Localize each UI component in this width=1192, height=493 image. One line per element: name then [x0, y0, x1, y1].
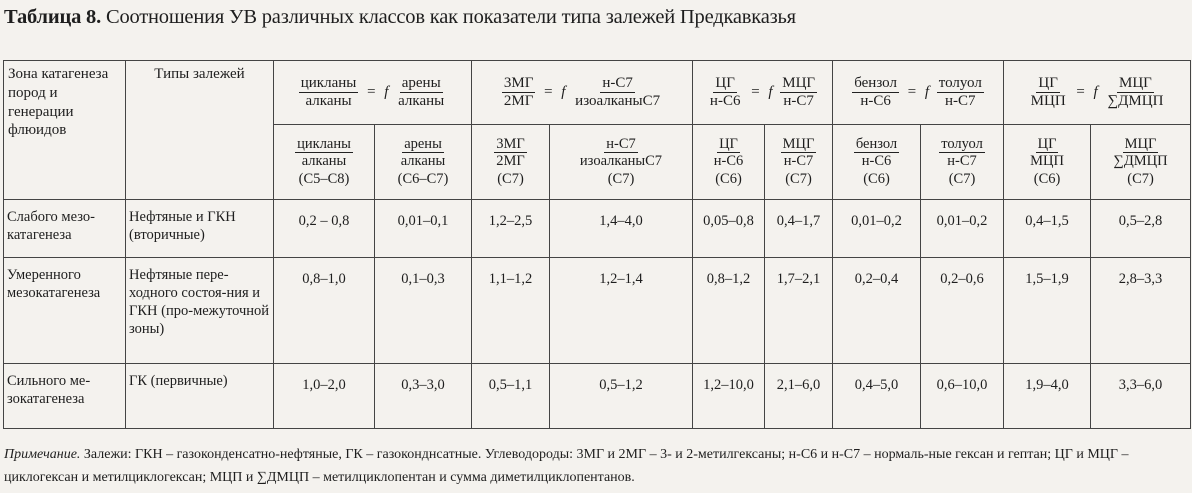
table-cell: 0,05–0,8 — [693, 200, 765, 258]
table-cell: 1,2–1,4 — [550, 258, 693, 364]
table-cell: 0,1–0,3 — [375, 258, 472, 364]
table-cell: 1,2–2,5 — [472, 200, 550, 258]
table-cell: 0,2 – 0,8 — [274, 200, 375, 258]
table-cell: 0,8–1,2 — [693, 258, 765, 364]
table-cell: 1,9–4,0 — [1004, 364, 1091, 429]
table-row — [4, 364, 1191, 429]
data-table — [3, 60, 1191, 429]
table-row — [4, 200, 1191, 258]
table-cell: 1,2–10,0 — [693, 364, 765, 429]
subheader-col-1: $\frac{\text{цикланы}}{\text{алканы}}$ (С5–С8) — [274, 125, 375, 200]
table-cell: 0,01–0,2 — [833, 200, 921, 258]
table-row — [4, 258, 1191, 364]
table-cell: 1,4–4,0 — [550, 200, 693, 258]
table-cell: 1,5–1,9 — [1004, 258, 1091, 364]
row-type: ГК (первичные) — [126, 364, 274, 429]
table-cell: 0,5–1,2 — [550, 364, 693, 429]
row-zone: Сильного ме-зокатагенеза — [4, 364, 126, 429]
table-note — [4, 443, 1186, 489]
table-cell: 1,7–2,1 — [765, 258, 833, 364]
table-cell: 0,6–10,0 — [921, 364, 1004, 429]
header-group-3: $\frac{ЦГ}{н-С6}$ = f $\frac{\text{МЦГ}}{н-С7}$ — [693, 61, 833, 125]
subheader-col-5: $\frac{ЦГ}{н-С6}$ (С6) — [693, 125, 765, 200]
subheader-col-3: $\frac{3МГ}{2МГ}$ (С7) — [472, 125, 550, 200]
row-zone: Умеренного мезокатагенеза — [4, 258, 126, 364]
subheader-col-2: $\frac{\text{арены}}{\text{алканы}}$ (С6–С7) — [375, 125, 472, 200]
subheader-col-4: $\frac{н-С7}{\text{изоалканыС7}}$ (С7) — [550, 125, 693, 200]
table-cell: 0,01–0,1 — [375, 200, 472, 258]
row-type: Нефтяные пере-ходного состоя-ния и ГКН (про-межуточной зоны) — [126, 258, 274, 364]
header-group-4: $\frac{\text{бензол}}{н-С6}$ = f $\frac{\text{толуол}}{н-С7}$ — [833, 61, 1004, 125]
table-cell: 0,4–1,7 — [765, 200, 833, 258]
table-cell: 0,2–0,4 — [833, 258, 921, 364]
table-title — [4, 6, 796, 29]
row-type: Нефтяные и ГКН (вторичные) — [126, 200, 274, 258]
table-cell: 0,5–1,1 — [472, 364, 550, 429]
subheader-col-9: $\frac{ЦГ}{\text{МЦП}}$ (С6) — [1004, 125, 1091, 200]
subheader-col-7: $\frac{\text{бензол}}{н-С6}$ (С6) — [833, 125, 921, 200]
table-cell: 0,4–1,5 — [1004, 200, 1091, 258]
table-cell: 0,4–5,0 — [833, 364, 921, 429]
row-zone: Слабого мезо-катагенеза — [4, 200, 126, 258]
header-group-2: $\frac{3МГ}{2МГ}$ = f $\frac{н-С7}{\text{изоалканыС7}}$ — [472, 61, 693, 125]
table-cell: 0,01–0,2 — [921, 200, 1004, 258]
table-cell: 0,8–1,0 — [274, 258, 375, 364]
header-group-1: $\frac{\text{цикланы}}{\text{алканы}}$ = f $\frac{\text{арены}}{\text{алканы}}$ — [274, 61, 472, 125]
table-title-label: Таблица 8. — [4, 6, 102, 28]
header-types: Типы залежей — [126, 61, 274, 200]
table-cell: 0,3–3,0 — [375, 364, 472, 429]
table-cell: 1,0–2,0 — [274, 364, 375, 429]
subheader-col-10: $\frac{\text{МЦГ}}{\text{∑ДМЦП}}$ (С7) — [1091, 125, 1191, 200]
table-title-text: Соотношения УВ различных классов как показатели типа залежей Предкавказья — [105, 6, 796, 28]
note-label: Примечание. — [4, 447, 81, 462]
subheader-col-6: $\frac{\text{МЦГ}}{н-С7}$ (С7) — [765, 125, 833, 200]
table-cell: 0,5–2,8 — [1091, 200, 1191, 258]
table-cell: 2,8–3,3 — [1091, 258, 1191, 364]
table-cell: 1,1–1,2 — [472, 258, 550, 364]
table-cell: 2,1–6,0 — [765, 364, 833, 429]
header-zone: Зона катагенеза пород и генерации флюидов — [4, 61, 126, 200]
note-text: Залежи: ГКН – газоконденсатно-нефтяные, ГК – газоконднсатные. Углеводороды: 3МГ и 2МГ – 3- и 2-метилгексаны; н-С6 и н-С7 – нормаль-ные гексан и гептан; ЦГ и МЦГ – циклогексан и метилциклогексан; МЦП и ∑ДМЦП – метилциклопентан и сумма диметилциклопентанов. — [4, 447, 1129, 485]
subheader-col-8: $\frac{\text{толуол}}{н-С7}$ (С7) — [921, 125, 1004, 200]
table-cell: 0,2–0,6 — [921, 258, 1004, 364]
header-group-5: $\frac{ЦГ}{\text{МЦП}}$ = f $\frac{\text{МЦГ}}{\text{∑ДМЦП}}$ — [1004, 61, 1191, 125]
table-cell: 3,3–6,0 — [1091, 364, 1191, 429]
